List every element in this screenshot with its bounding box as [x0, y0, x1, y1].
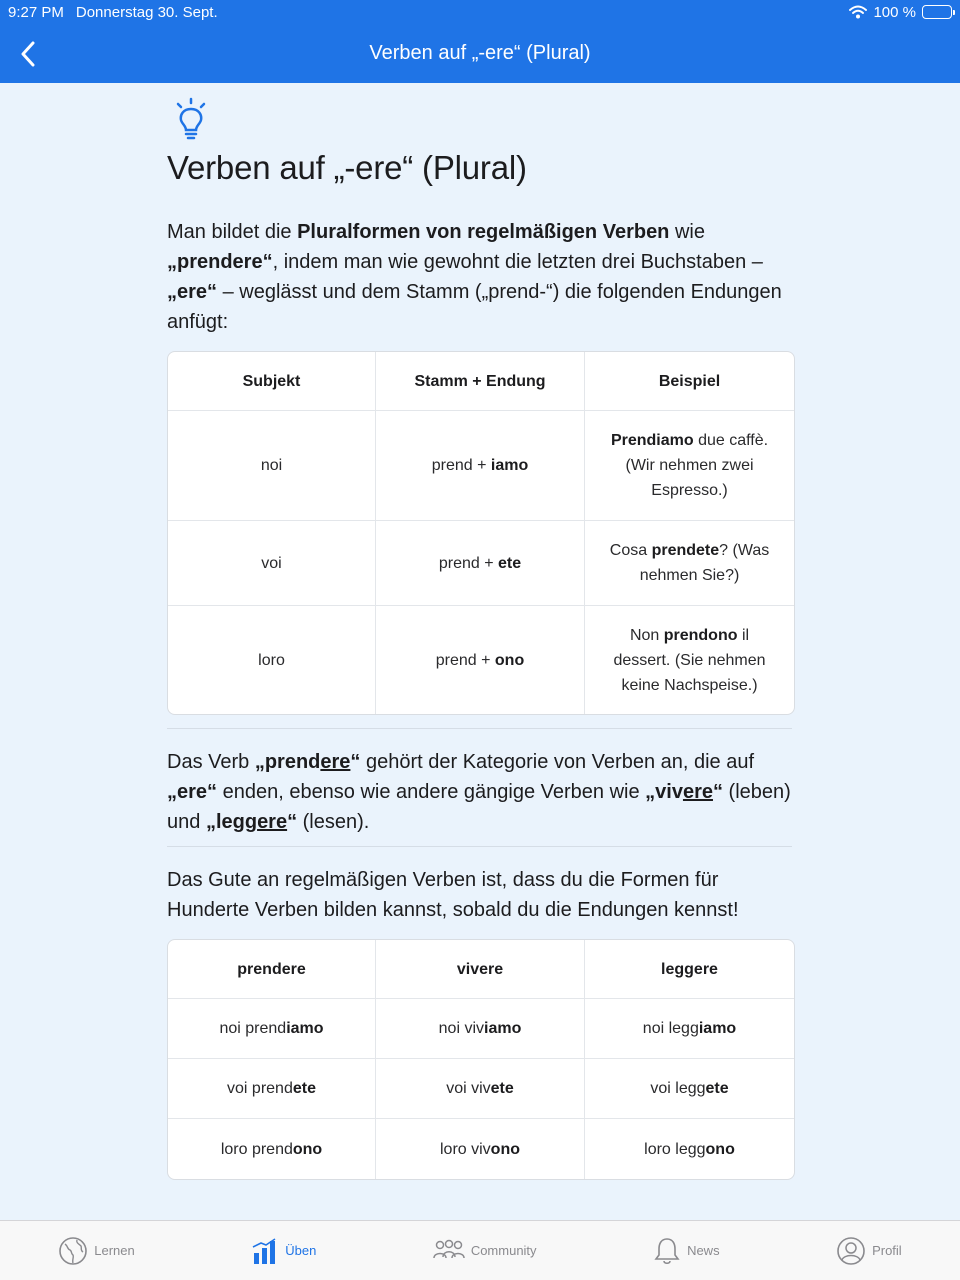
column-header: vivere: [376, 940, 585, 999]
stem-ending-cell: [376, 521, 585, 606]
tab-bar: [0, 1220, 960, 1280]
verb-ending: iamo: [698, 1020, 737, 1037]
verb-ending: ono: [705, 1140, 735, 1158]
verb-ending: iamo: [286, 1020, 324, 1037]
stem-ending-cell: [376, 606, 585, 714]
verb-stem: voi prend: [227, 1080, 293, 1097]
nav-title: Verben auf „-ere“ (Plural): [369, 42, 591, 64]
table-header-row: [168, 352, 794, 411]
subject-cell: loro: [168, 606, 376, 714]
underlined-text: ere: [257, 811, 288, 833]
bold-text: “: [350, 751, 361, 773]
example-cell: [585, 411, 794, 521]
text-segment: wie: [669, 221, 705, 243]
verb-stem: voi legg: [650, 1080, 706, 1097]
bold-text: “: [712, 781, 723, 803]
people-icon: [433, 1238, 465, 1264]
text-segment: enden, ebenso wie andere gängige Verben wie: [217, 781, 646, 803]
ending-text: ono: [494, 651, 525, 669]
status-right: [849, 4, 952, 21]
verb-form-cell: [585, 1059, 794, 1119]
table-row: [168, 521, 794, 606]
table-row: [168, 606, 794, 714]
verb-stem: voi viv: [446, 1080, 491, 1097]
tab-news[interactable]: [653, 1236, 720, 1266]
globe-icon: [58, 1236, 88, 1266]
conjugation-table: [167, 351, 795, 715]
battery-percent: 100 %: [873, 3, 916, 21]
text-segment: – weglässt und dem Stamm („prend-“) die folgenden Endungen anfügt:: [167, 281, 782, 333]
lesson-title: Verben auf „-ere“ (Plural): [167, 149, 527, 186]
verb-form-cell: [376, 1119, 585, 1179]
bold-text: prendete: [651, 542, 720, 559]
table-header-row: [168, 940, 794, 999]
text-segment: Non: [629, 626, 664, 644]
bold-text: „viv: [645, 781, 683, 803]
text-segment: Das Verb: [167, 751, 255, 773]
text-segment: Cosa: [609, 542, 652, 559]
bold-text: Pluralformen von regelmäßigen Verben: [297, 221, 670, 243]
ending-text: ete: [498, 554, 522, 572]
text-segment: il dessert. (Sie nehmen keine Nachspeise.): [613, 626, 766, 694]
bar-chart-icon: [251, 1237, 279, 1265]
tab-label: Üben: [285, 1243, 317, 1258]
column-header: Subjekt: [168, 352, 376, 411]
verb-stem: noi prend: [219, 1020, 287, 1037]
bold-text: „legg: [205, 811, 258, 833]
text-segment: gehört der Kategorie von Verben an, die auf: [360, 751, 755, 773]
battery-icon: [922, 5, 952, 19]
column-header: prendere: [168, 940, 376, 999]
example-cell: [585, 606, 794, 714]
column-header: Stamm + Endung: [376, 352, 585, 411]
verb-ending: ete: [292, 1080, 316, 1097]
verb-stem: noi legg: [642, 1020, 699, 1037]
lesson-content[interactable]: [0, 83, 960, 1220]
tab-community[interactable]: [433, 1238, 537, 1264]
subject-cell: noi: [168, 411, 376, 521]
text-segment: (leben) und: [167, 781, 791, 833]
category-paragraph: [167, 747, 797, 837]
verb-ending: ete: [490, 1080, 514, 1097]
subject-cell: voi: [168, 521, 376, 606]
stem-ending-cell: [376, 411, 585, 521]
summary-paragraph: Das Gute an regelmäßigen Verben ist, dass du die Formen für Hunderte Verben bilden kannst, sobald du die Endungen kennst!: [167, 869, 739, 921]
verb-ending: ono: [292, 1140, 323, 1158]
underlined-text: ere: [682, 781, 713, 803]
tab-label: Community: [470, 1243, 537, 1258]
back-button[interactable]: [10, 36, 46, 72]
verb-form-cell: [585, 1119, 794, 1179]
text-segment: Man bildet die: [167, 221, 298, 243]
verb-ending: ete: [705, 1080, 729, 1097]
verbs-table: [167, 939, 795, 1180]
table-row: [168, 999, 794, 1059]
tab-label: Profil: [872, 1243, 902, 1258]
verb-form-cell: [585, 999, 794, 1059]
text-segment: due caffè. (Wir nehmen zwei Espresso.): [625, 432, 769, 499]
verb-stem: noi viv: [438, 1020, 484, 1037]
verb-form-cell: [168, 1119, 376, 1179]
verb-stem: loro prend: [220, 1140, 293, 1158]
wifi-icon: [849, 5, 867, 19]
verb-form-cell: [376, 1059, 585, 1119]
tab-lernen[interactable]: [58, 1236, 134, 1266]
status-date: Donnerstag 30. Sept.: [75, 3, 218, 21]
verb-ending: ono: [490, 1140, 520, 1158]
bold-text: „ere“: [167, 281, 218, 303]
status-time: 9:27 PM: [8, 3, 64, 21]
bold-text: „ere“: [167, 781, 218, 803]
bell-icon: [653, 1236, 681, 1266]
tab-label: News: [687, 1243, 720, 1258]
tab-label: Lernen: [94, 1243, 135, 1258]
text-segment: , indem man wie gewohnt die letzten drei Buchstaben –: [272, 251, 763, 273]
divider: [167, 846, 792, 847]
verb-stem: loro legg: [644, 1140, 706, 1158]
verb-form-cell: [168, 1059, 376, 1119]
bold-text: „prend: [254, 751, 321, 773]
stem-text: prend +: [431, 457, 491, 474]
text-segment: ? (Was nehmen Sie?): [639, 542, 770, 584]
table-row: [168, 411, 794, 521]
verb-form-cell: [376, 999, 585, 1059]
underlined-text: ere: [320, 751, 351, 773]
bold-text: „prendere“: [167, 251, 273, 273]
stem-text: prend +: [435, 651, 495, 669]
tab-ueben[interactable]: [251, 1237, 316, 1265]
verb-ending: iamo: [484, 1020, 522, 1037]
bold-text: Prendiamo: [610, 432, 694, 449]
text-segment: (lesen).: [297, 811, 370, 833]
chevron-left-icon: [20, 41, 36, 67]
verb-form-cell: [168, 999, 376, 1059]
verb-stem: loro viv: [439, 1140, 491, 1158]
status-bar: [0, 0, 960, 24]
intro-paragraph: [167, 217, 797, 337]
example-cell: [585, 521, 794, 606]
column-header: leggere: [585, 940, 794, 999]
table-row: [168, 1059, 794, 1119]
table-row: [168, 1119, 794, 1179]
bold-text: prendono: [663, 626, 738, 644]
tab-profil[interactable]: [836, 1236, 902, 1266]
ending-text: iamo: [490, 457, 529, 474]
profile-icon: [836, 1236, 866, 1266]
column-header: Beispiel: [585, 352, 794, 411]
stem-text: prend +: [438, 554, 499, 572]
bold-text: “: [287, 811, 298, 833]
nav-bar: [0, 24, 960, 83]
divider: [167, 728, 792, 729]
lightbulb-icon: [171, 97, 211, 141]
